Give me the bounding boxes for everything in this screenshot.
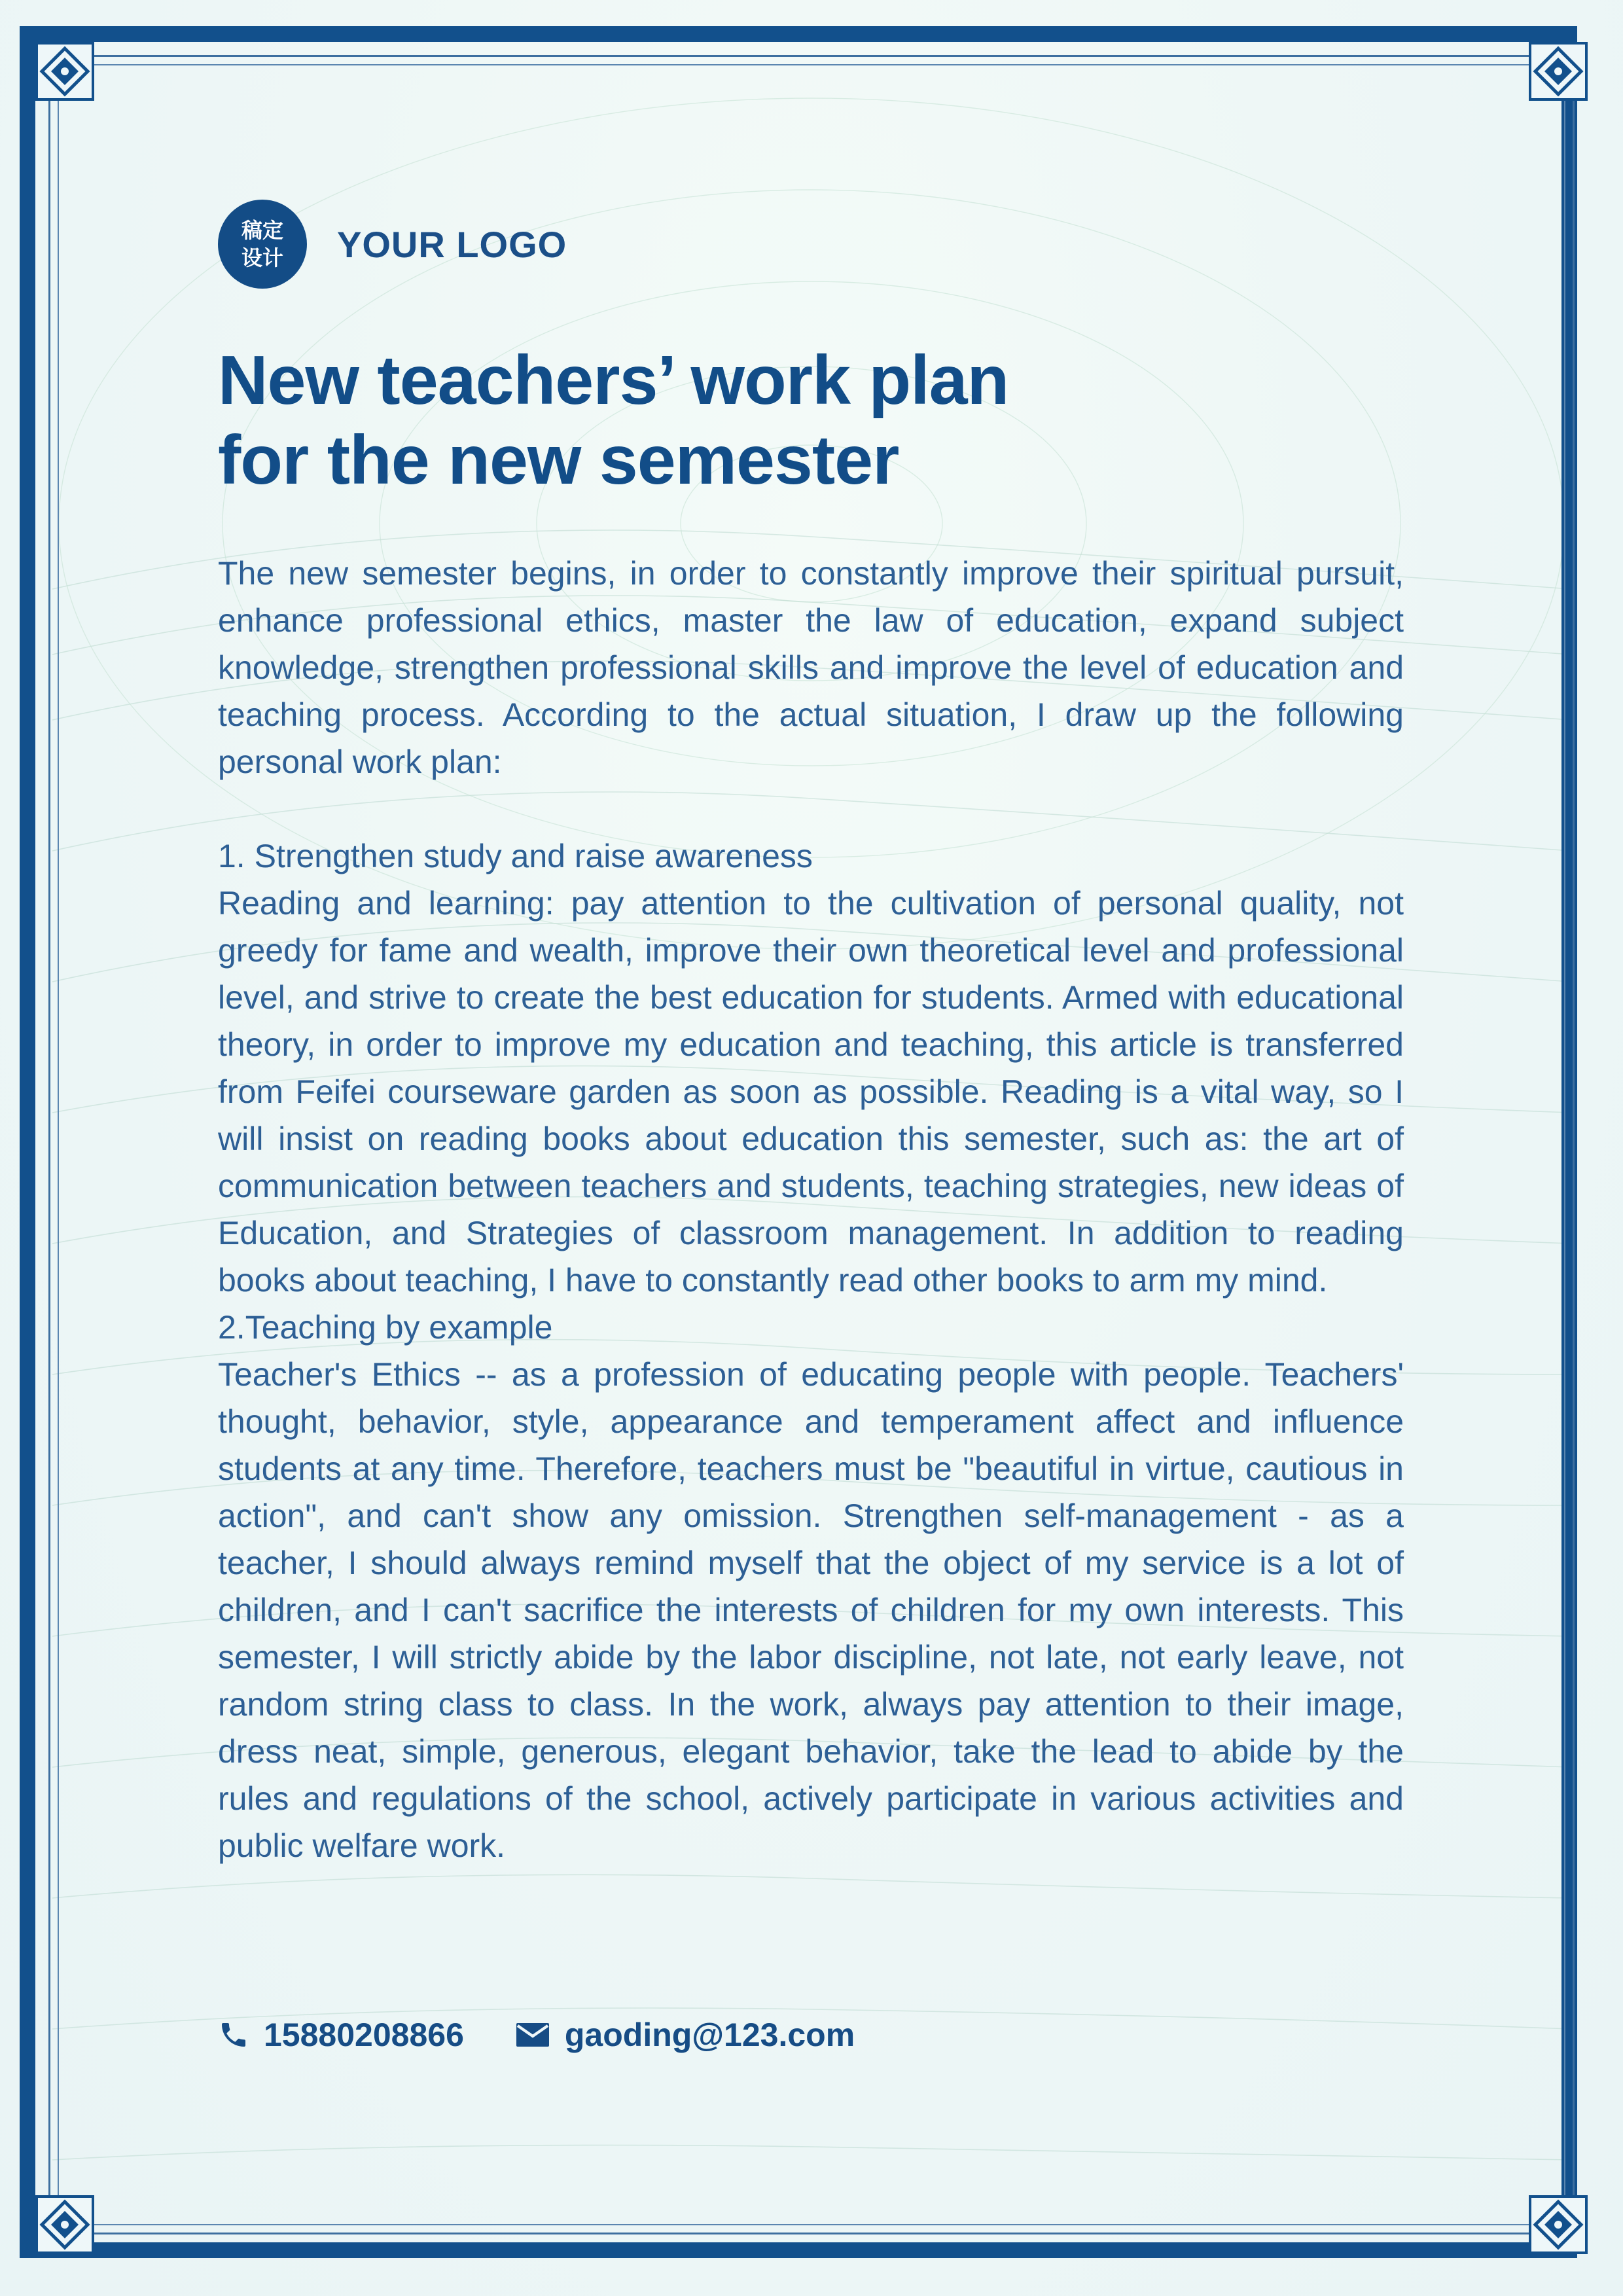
logo-text: YOUR LOGO <box>337 223 567 265</box>
logo <box>218 200 567 289</box>
document-body <box>218 550 1404 1869</box>
contact-footer <box>218 2016 855 2054</box>
email-address: gaoding@123.com <box>564 2017 855 2053</box>
intro-paragraph: The new semester begins, in order to constantly improve their spiritual pursuit, enhance professional ethics, master the law of education, expand subject knowledge, strengthen professional skills and improve the level of education and teaching process. According to the actual situation, I draw up the following personal work plan: <box>218 555 1404 780</box>
logo-mark-line2: 设计 <box>241 245 283 270</box>
logo-mark-line1: 稿定 <box>241 218 283 243</box>
document-title <box>218 340 1396 500</box>
phone-contact <box>218 2016 464 2054</box>
section2-heading: 2.Teaching by example <box>218 1309 553 1346</box>
section1-paragraph: Reading and learning: pay attention to the cultivation of personal quality, not greedy for fame and wealth, improve their own theoretical level and professional level, and strive to create the best education for students. Armed with educational theory, in order to improve my education and teaching, this article is transferred from Feifei courseware garden as soon as possible. Reading is a vital way, so I will insist on reading books about education this semester, such as: the art of communication between teachers and students, teaching strategies, new ideas of Education, and Strategies of classroom management. In addition to reading books about teaching, I have to constantly read other books to arm my mind. <box>218 885 1404 1299</box>
logo-mark <box>218 200 307 289</box>
section1-heading: 1. Strengthen study and raise awareness <box>218 838 813 874</box>
phone-number: 15880208866 <box>264 2017 464 2053</box>
section2-paragraph: Teacher's Ethics -- as a profession of educating people with people. Teachers' thought, behavior, style, appearance and temperament affect and influence students at any time. Therefore, teachers must be "beautiful in virtue, cautious in action", and can't show any omission. Strengthen self-management - as a teacher, I should always remind myself that the object of my service is a lot of children, and I can't sacrifice the interests of children for my own interests. This semester, I will strictly abide by the labor discipline, not late, not early leave, not random string class to class. In the work, always pay attention to their image, dress neat, simple, generous, elegant behavior, take the lead to abide by the rules and regulations of the school, actively participate in various activities and public welfare work. <box>218 1356 1404 1864</box>
mail-icon <box>515 2020 550 2049</box>
paragraph-spacer <box>218 785 1404 833</box>
title-line2: for the new semester <box>218 422 899 499</box>
corner-ornament-icon <box>1529 2195 1588 2254</box>
corner-ornament-icon <box>35 2195 94 2254</box>
corner-ornament-icon <box>1529 42 1588 101</box>
corner-ornament-icon <box>35 42 94 101</box>
email-contact <box>515 2016 855 2054</box>
phone-icon <box>218 2019 249 2051</box>
title-line1: New teachers’ work plan <box>218 342 1009 419</box>
